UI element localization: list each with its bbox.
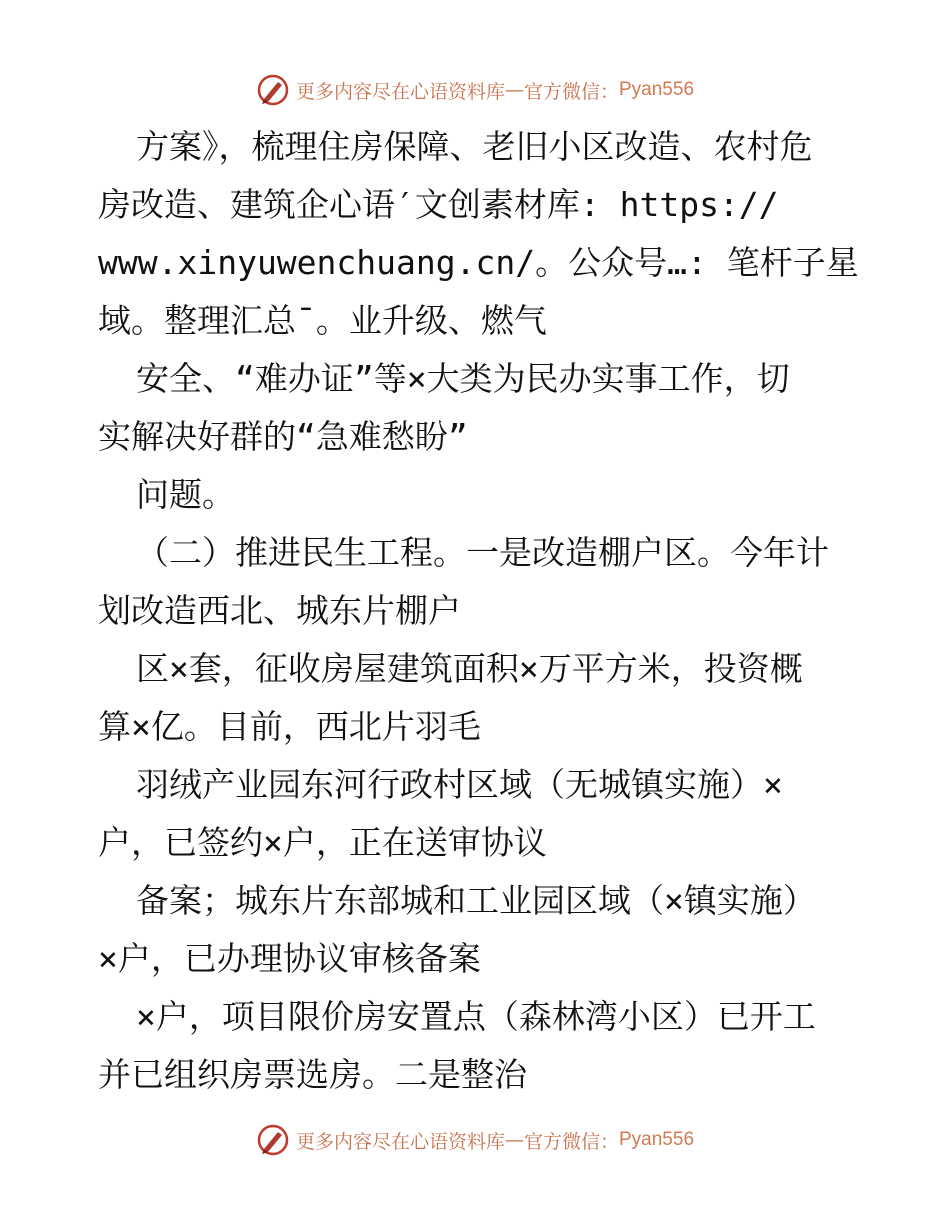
banner-wechat-id: Pyan556 [619,1129,695,1150]
text-line: （二）推进民生工程。一是改造棚户区。今年计 [136,533,829,572]
text-line: 户，已签约×户，正在送审协议 [98,823,547,862]
banner-separator: — [504,1129,524,1151]
text-line: ×户，已办理协议审核备案 [98,939,481,978]
text-line: 安全、“难办证”等×大类为民办实事工作，切 [136,359,790,398]
banner-text: 更多内容尽在心语资料库 [295,1130,505,1153]
banner-separator: — [504,79,524,101]
text-line: 区×套，征收房屋建筑面积×万平方米，投资概 [136,649,803,688]
text-line: 并已组织房票选房。二是整治 [98,1055,527,1094]
text-line: 问题。 [136,475,235,514]
pen-logo-icon [256,1123,290,1157]
footer-watermark [0,1122,950,1158]
text-line: 房改造、建筑企心语′文创素材库: https:// [98,185,779,224]
text-line: 羽绒产业园东河行政村区域（无城镇实施）× [136,765,783,804]
text-line: www.xinyuwenchuang.cn/。公众号…: 笔杆子星 [98,243,859,282]
header-watermark [0,72,950,108]
text-line: 划改造西北、城东片棚户 [98,591,461,630]
banner-wechat-label: 官方微信： [523,1130,619,1153]
text-line: ×户，项目限价房安置点（森林湾小区）已开工 [136,997,816,1036]
text-line: 算×亿。目前，西北片羽毛 [98,707,481,746]
text-line: 实解决好群的“急难愁盼” [98,417,468,456]
pen-logo-icon [256,73,290,107]
text-line: 方案》，梳理住房保障、老旧小区改造、农村危 [136,127,813,166]
banner-wechat-label: 官方微信： [523,80,619,103]
text-line: 域。整理汇总¯。业升级、燃气 [98,301,547,340]
text-line: 备案；城东片东部城和工业园区域（×镇实施） [136,881,816,920]
banner-wechat-id: Pyan556 [619,79,695,100]
banner-text: 更多内容尽在心语资料库 [295,80,505,103]
